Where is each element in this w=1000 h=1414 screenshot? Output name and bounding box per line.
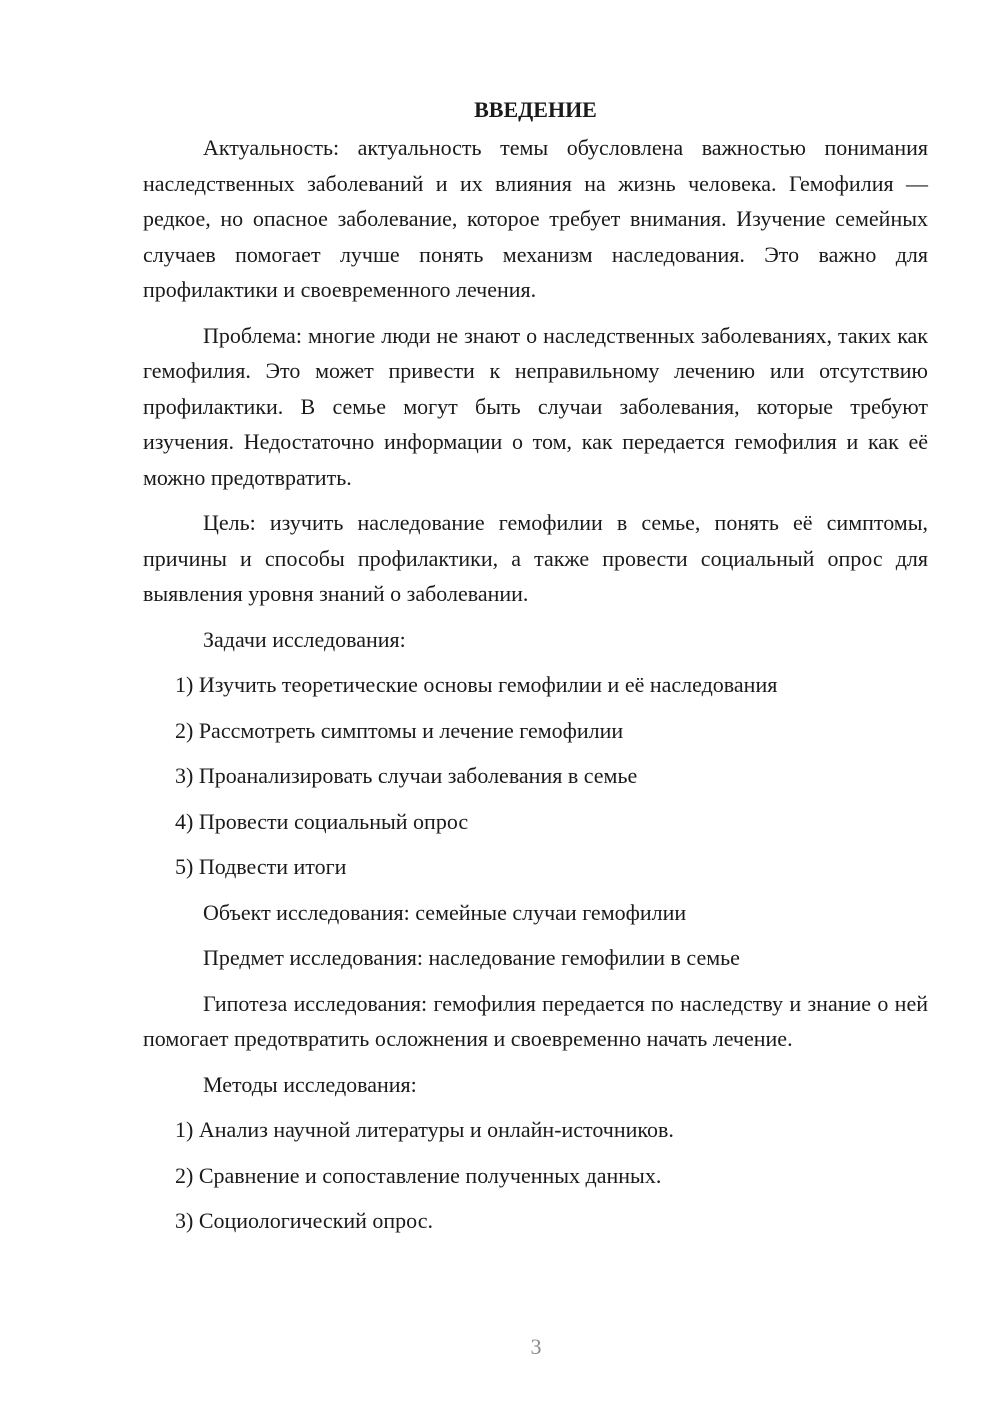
- list-item: 2) Рассмотреть симптомы и лечение гемофилии: [175, 717, 624, 743]
- tasks-list: [143, 667, 928, 884]
- list-item: 1) Анализ научной литературы и онлайн-источников.: [175, 1117, 674, 1142]
- research-object: Объект исследования: семейные случаи гемофилии: [203, 899, 687, 925]
- page-title: ВВЕДЕНИЕ: [474, 97, 597, 122]
- list-item: 5) Подвести итоги: [175, 854, 347, 879]
- paragraph-relevance: Актуальность: актуальность темы обусловлена важностью понимания наследственных заболеваний и их влияния на жизнь человека. Гемофилия — редкое, но опасное заболевание, которое требует внимания. Изучение семейных случаев помогает лучше понять механизм наследования. Это важно для профилактики и своевременного лечения.: [143, 135, 928, 302]
- tasks-heading: Задачи исследования:: [203, 626, 406, 652]
- methods-list: [143, 1112, 928, 1238]
- page-number: 3: [530, 1334, 542, 1359]
- list-item: 1) Изучить теоретические основы гемофилии и её наследования: [175, 672, 778, 697]
- document-page: [143, 92, 928, 1249]
- paragraph-goal: Цель: изучить наследование гемофилии в семье, понять её симптомы, причины и способы профилактики, а также провести социальный опрос для выявления уровня знаний о заболевании.: [143, 510, 928, 606]
- methods-heading: Методы исследования:: [203, 1071, 417, 1097]
- list-item: 3) Социологический опрос.: [175, 1208, 433, 1233]
- list-item: 4) Провести социальный опрос: [175, 808, 469, 834]
- list-item: 2) Сравнение и сопоставление полученных данных.: [175, 1162, 662, 1188]
- paragraph-hypothesis: Гипотеза исследования: гемофилия передается по наследству и знание о ней помогает предотвратить осложнения и своевременно начать лечение.: [143, 990, 928, 1051]
- research-subject: Предмет исследования: наследование гемофилии в семье: [203, 945, 740, 970]
- paragraph-problem: Проблема: многие люди не знают о наследственных заболеваниях, таких как гемофилия. Это может привести к неправильному лечению или отсутствию профилактики. В семье могут быть случаи заболевания, которые требуют изучения. Недостаточно информации о том, как передается гемофилия и как её можно предотвратить.: [143, 322, 928, 490]
- list-item: 3) Проанализировать случаи заболевания в семье: [175, 763, 638, 788]
